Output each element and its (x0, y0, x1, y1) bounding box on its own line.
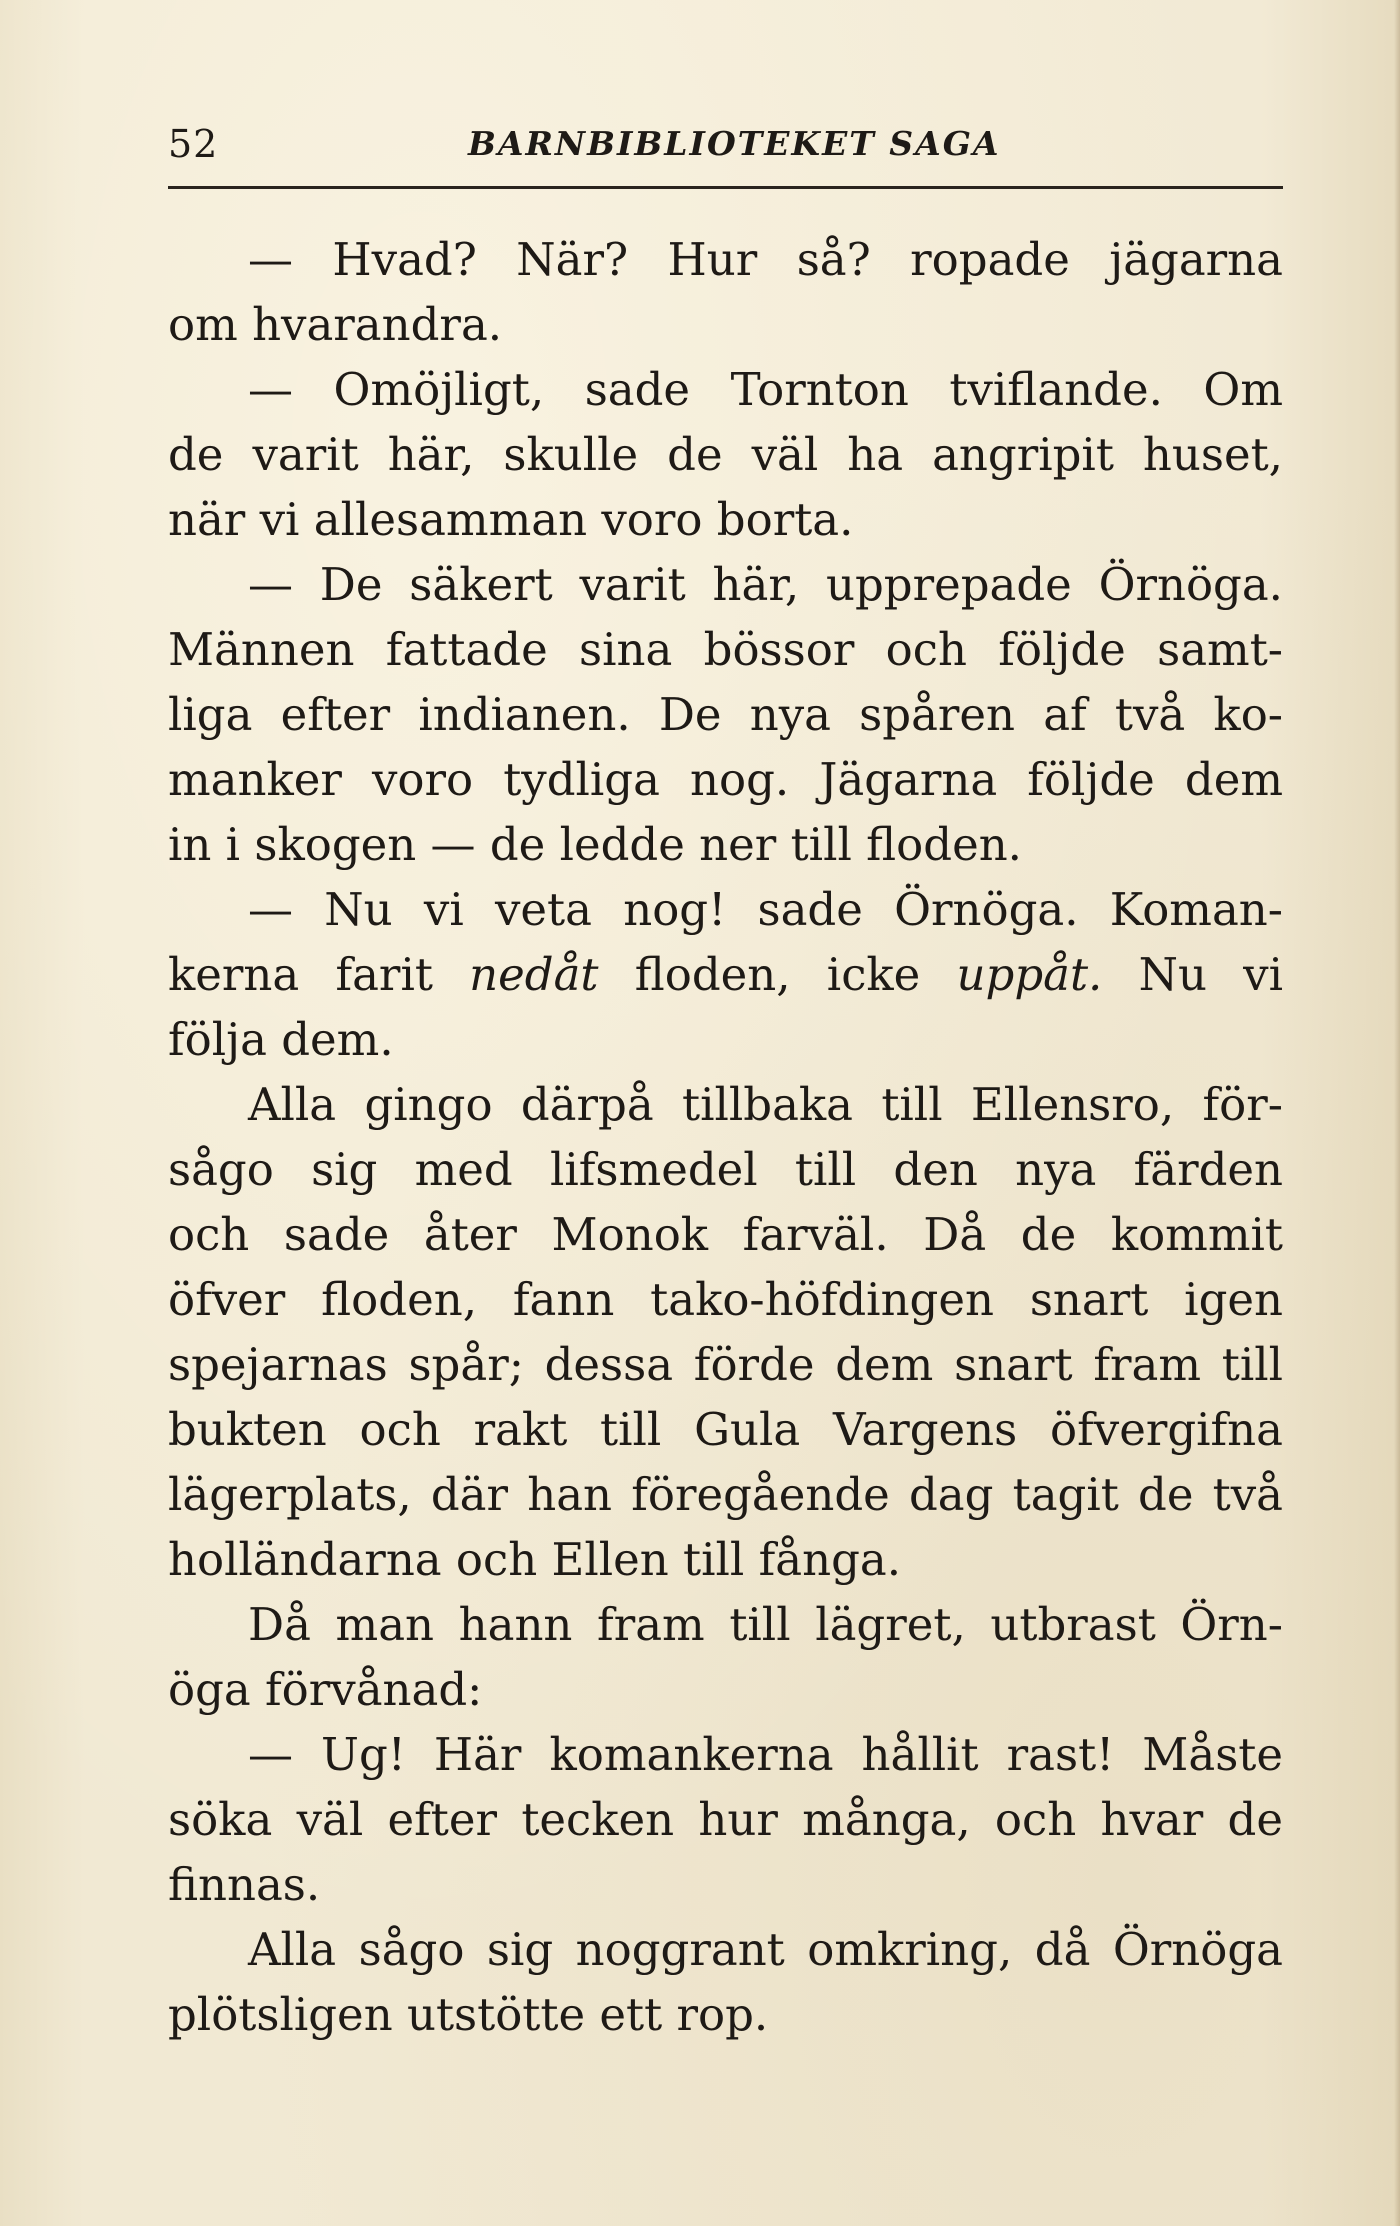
page-header (168, 114, 1283, 174)
text-line: — Hvad? När? Hur så? ropade jägarna (248, 233, 1283, 286)
text-line: Alla sågo sig noggrant omkring, då Örnöga (248, 1923, 1283, 1976)
text-line (168, 942, 1283, 1007)
text-line: sågo sig med lifsmedel till den nya färden (168, 1143, 1283, 1196)
text-line: — De säkert varit här, upprepade Örnöga. (248, 558, 1283, 611)
text-line: Männen fattade sina bössor och följde samt- (168, 623, 1283, 676)
text-line: in i skogen — de ledde ner till floden. (168, 818, 1022, 871)
text-line: lägerplats, där han föregående dag tagit de två (168, 1468, 1283, 1521)
text-line: följa dem. (168, 1013, 394, 1066)
text-segment: floden, icke (598, 948, 957, 1001)
text-line: när vi allesamman voro borta. (168, 493, 854, 546)
text-line: holländarna och Ellen till fånga. (168, 1533, 902, 1586)
text-line: spejarnas spår; dessa förde dem snart fram till (168, 1338, 1283, 1391)
text-line: bukten och rakt till Gula Vargens öfvergifna (168, 1403, 1283, 1456)
text-line: de varit här, skulle de väl ha angripit huset, (168, 428, 1283, 481)
page-number: 52 (168, 122, 219, 166)
text-line: — Omöjligt, sade Tornton tviflande. Om (248, 363, 1283, 416)
italic-text: nedåt (469, 948, 599, 1001)
text-line: Alla gingo därpå tillbaka till Ellensro, för- (248, 1078, 1283, 1131)
text-line: manker voro tydliga nog. Jägarna följde dem (168, 753, 1283, 806)
text-line: liga efter indianen. De nya spåren af två ko- (168, 688, 1283, 741)
text-line: söka väl efter tecken hur många, och hvar de (168, 1793, 1283, 1846)
body-text (168, 227, 1283, 2047)
text-line: finnas. (168, 1858, 321, 1911)
text-line: öga förvånad: (168, 1663, 483, 1716)
header-rule (168, 186, 1283, 189)
italic-text: uppåt. (956, 948, 1103, 1001)
text-line: — Nu vi veta nog! sade Örnöga. Koman- (248, 883, 1283, 936)
text-segment: kerna farit (168, 948, 470, 1001)
text-line: öfver floden, fann tako-höfdingen snart igen (168, 1273, 1283, 1326)
text-line: plötsligen utstötte ett rop. (168, 1988, 769, 2041)
running-title: BARNBIBLIOTEKET SAGA (468, 124, 1001, 163)
text-line: och sade åter Monok farväl. Då de kommit (168, 1208, 1283, 1261)
text-segment: Nu vi (1102, 948, 1283, 1001)
text-line: Då man hann fram till lägret, utbrast Örn- (248, 1598, 1283, 1651)
text-line: — Ug! Här komankerna hållit rast! Måste (248, 1728, 1283, 1781)
text-line: om hvarandra. (168, 298, 503, 351)
